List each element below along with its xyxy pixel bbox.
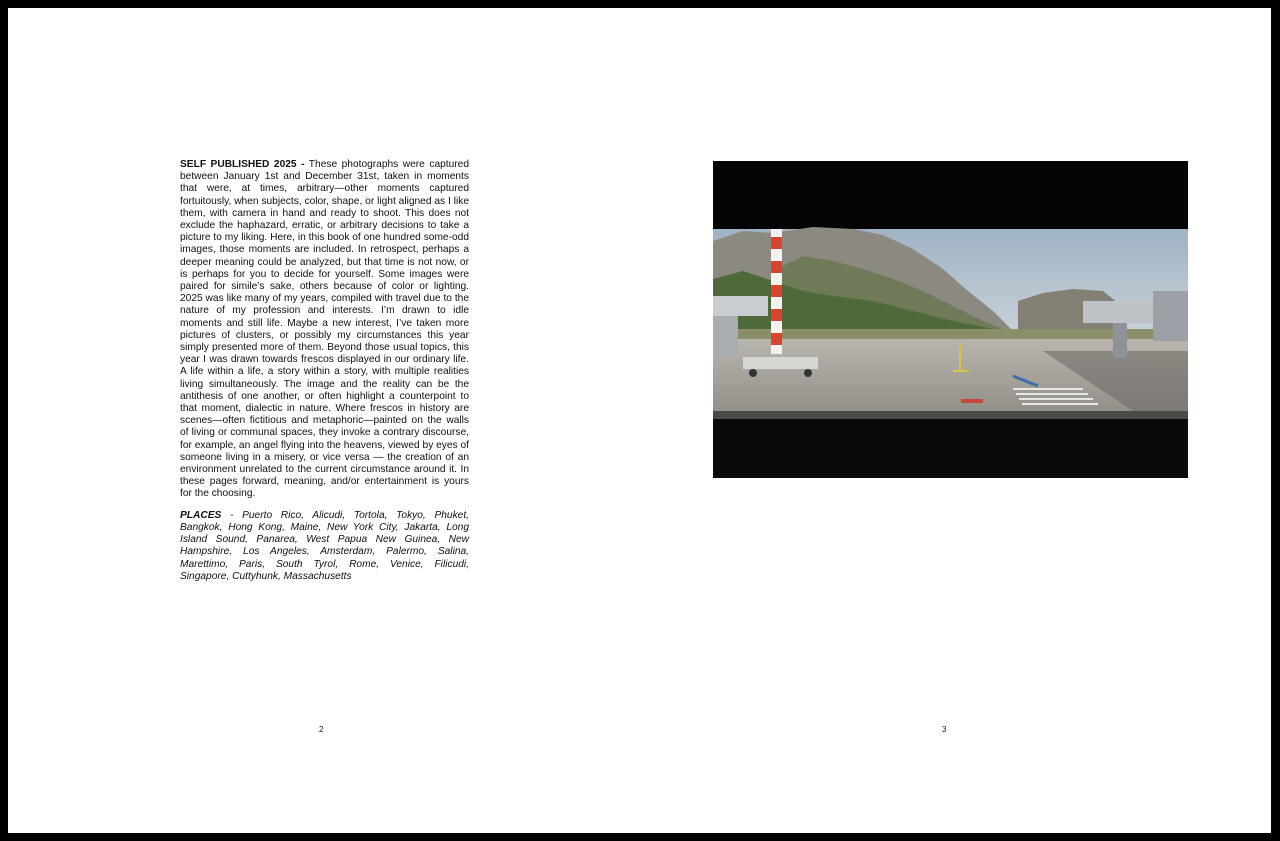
intro-body: These photographs were captured between January 1st and December 31st, taken in moments that were, at times, arbitrary—other moments captured fortuitously, when subjects, color, shape, or light aligned as I like them, with camera in hand and ready to shoot. This does not exclude the haphazard, erratic, or arbitrary decisions to take a picture to my liking. Here, in this book of one hundred some-odd images, those moments are included. In retrospect, perhaps a deeper meaning could be analyzed, but that time is not now, or is perhaps for you to decide for yourself. Some images were paired for simile’s sake, others because of color or lighting. 2025 was like many of my years, compiled with travel due to the nature of my profession and interests. I’m drawn to idle moments and still life. Maybe a new interest, I’ve taken more pictures of clusters, or possibly my circumstances this year simply presented more of them. Beyond those usual topics, this year I was drawn towards frescos displayed in our ordinary life. A life within a life, a story within a story, with multiple realities living simultaneously. The image and the reality can be the antithesis of one another, or often highlight a counterpoint to that moment, dialectic in nature. Where frescos in history are scenes—often fictitious and metaphoric—painted on the walls of living or communal spaces, they invoke a contrary discourse, for example, an angel flying into the heavens, viewed by eyes of someone living in a misery, or vice versa — the creation of an environment unrelated to the current circumstance around it. In these pages forward, meaning, and/or entertainment is yours for the choosing.	[180, 159, 470, 500]
page-number-right: 3	[942, 725, 947, 734]
page-number-left: 2	[319, 725, 324, 734]
airport-photo-image	[713, 161, 1188, 478]
intro-text-block	[180, 159, 469, 583]
places-label: PLACES	[180, 509, 222, 521]
airport-photo	[713, 161, 1188, 478]
book-spread	[8, 8, 1271, 833]
places-list: - Puerto Rico, Alicudi, Tortola, Tokyo, Phuket, Bangkok, Hong Kong, Maine, New York City, Jakarta, Long Island Sound, Panarea, West Papua New Guinea, New Hampshire, Los Angeles, Amsterdam, Palermo, Salina, Marettimo, Paris, South Tyrol, Rome, Venice, Filicudi, Singapore, Cuttyhunk, Massachusetts	[180, 509, 469, 582]
intro-paragraph	[180, 159, 469, 501]
intro-lead: SELF PUBLISHED 2025 -	[180, 159, 305, 170]
places-paragraph	[180, 510, 469, 583]
